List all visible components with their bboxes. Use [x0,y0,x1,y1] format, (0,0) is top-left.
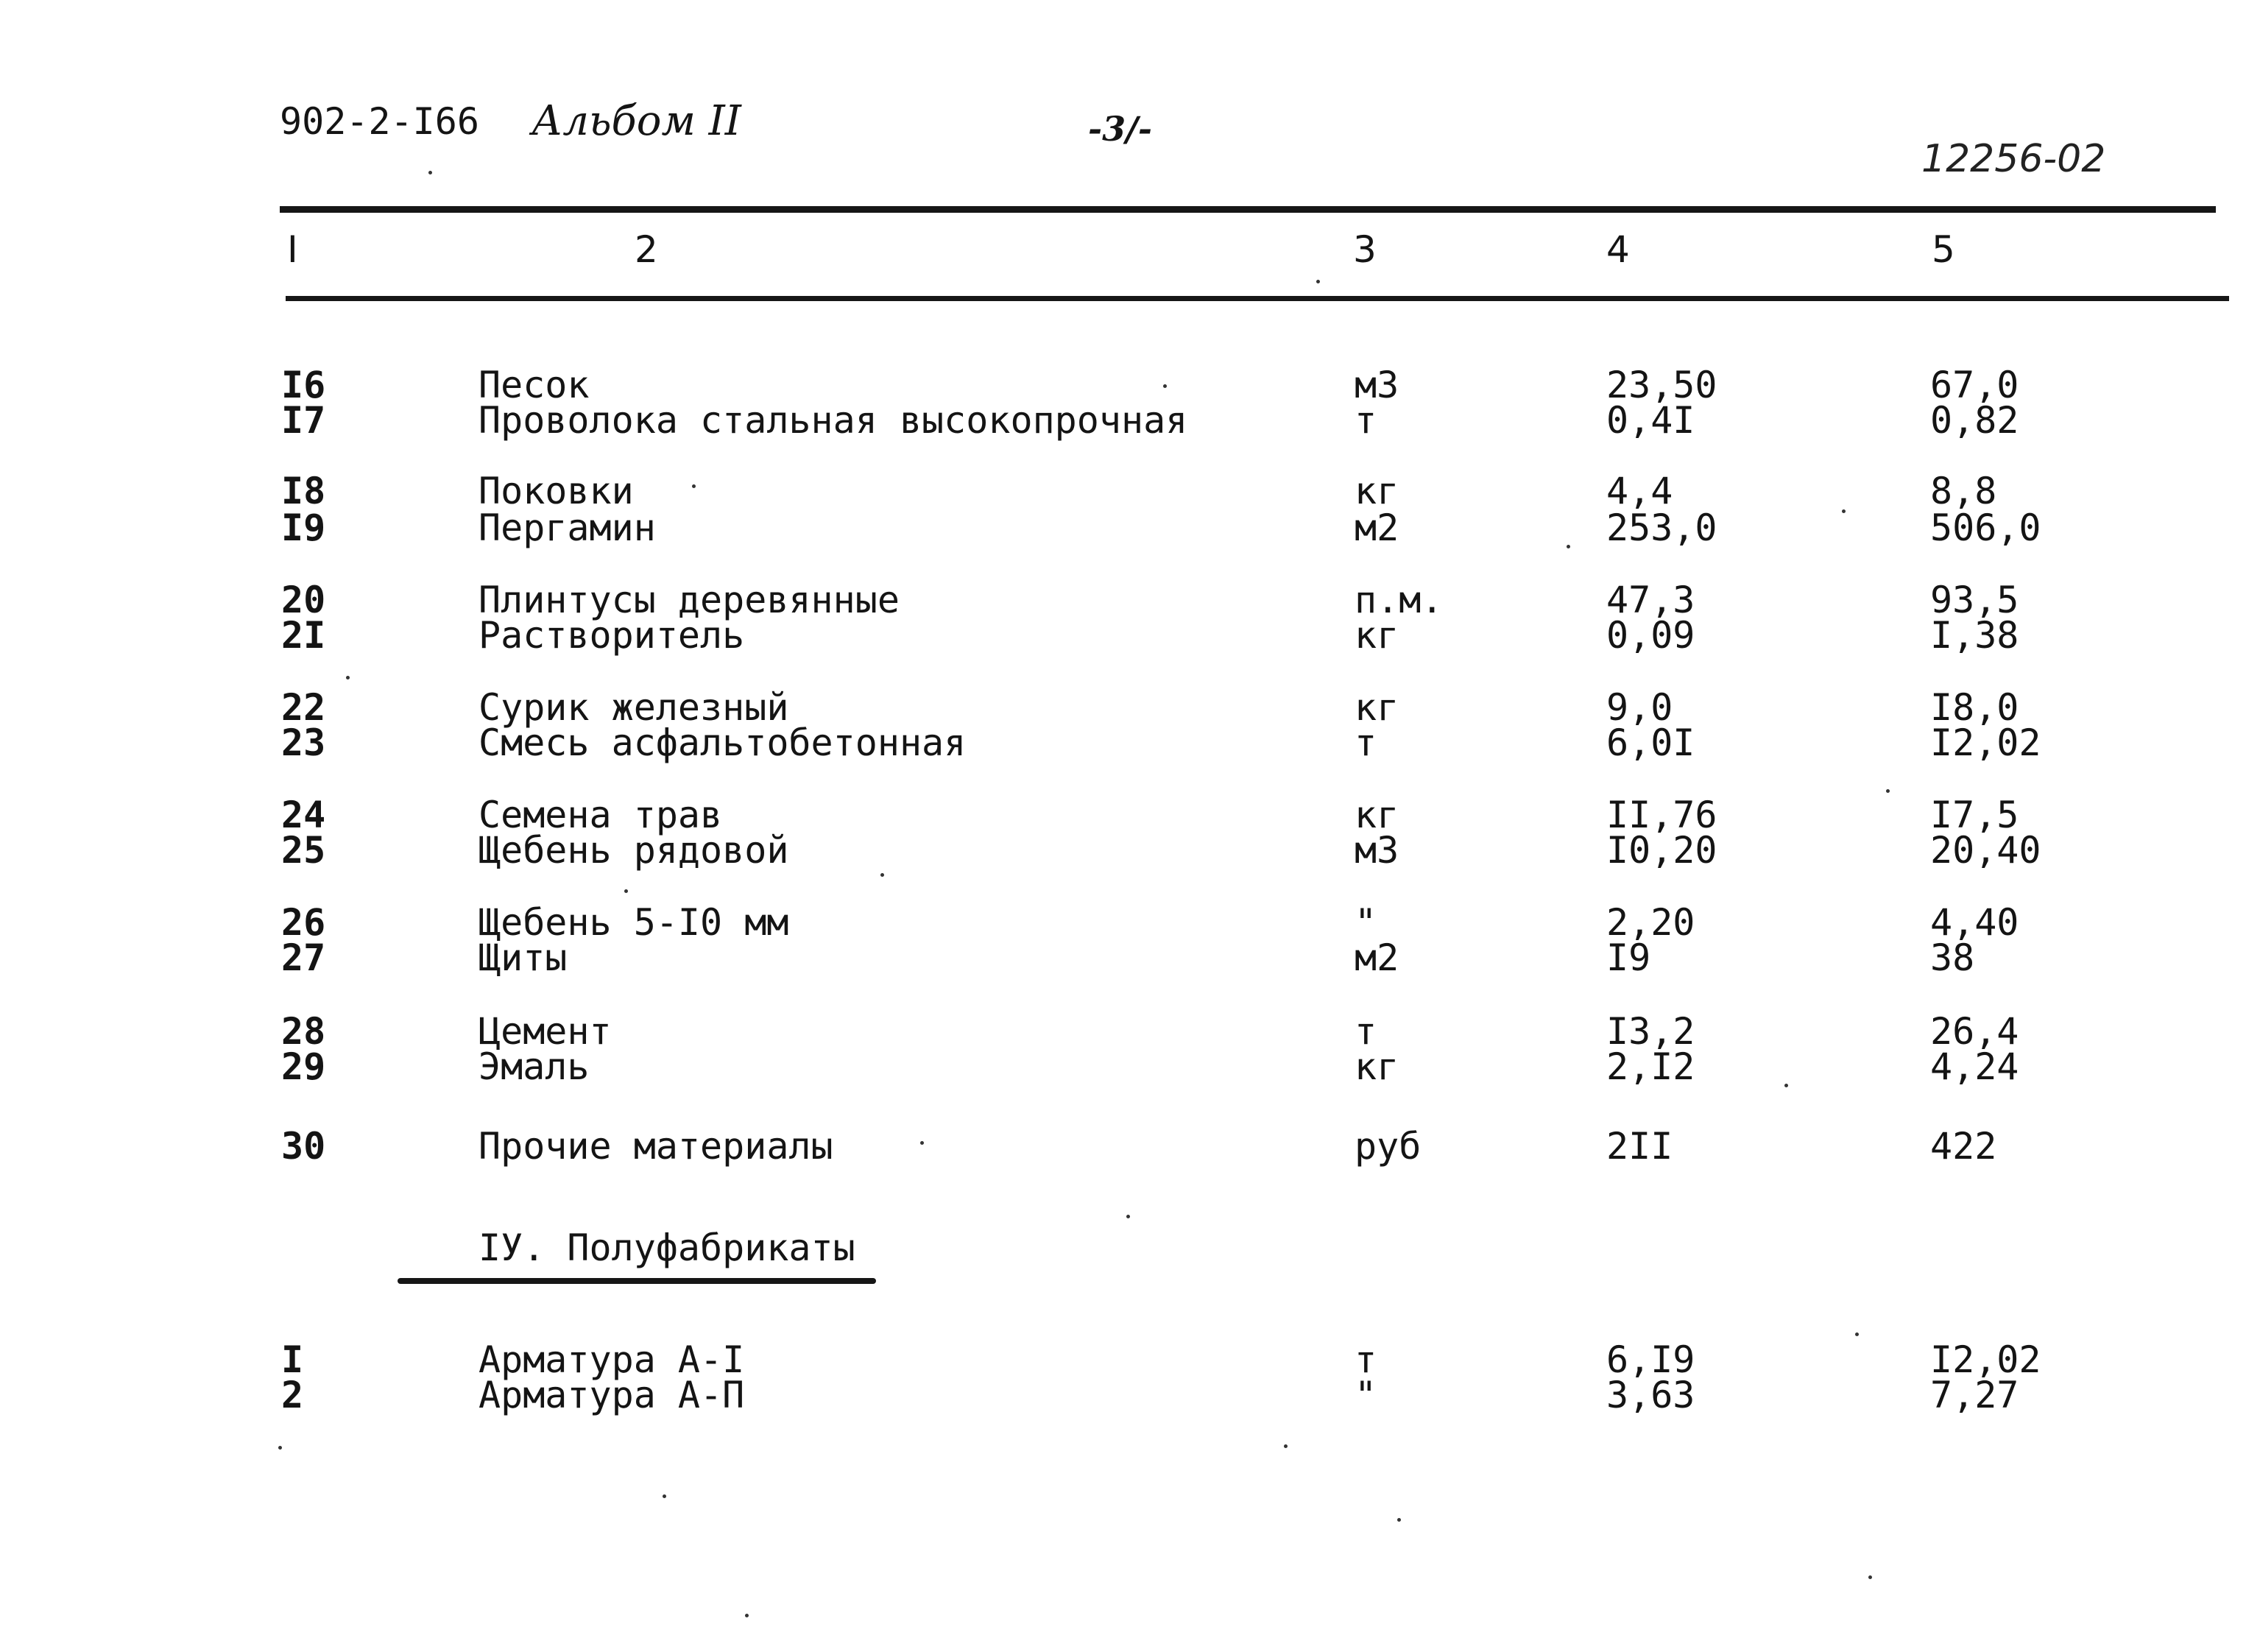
row-number: I7 [281,399,326,442]
row-number: 2I [281,614,326,657]
quantity: 4,4 [1606,470,1673,512]
material-name: Эмаль [479,1045,590,1088]
scan-speck [428,171,432,174]
unit: м3 [1355,364,1399,406]
header-bottom-rule [286,296,2229,301]
quantity: 3,63 [1606,1374,1695,1416]
quantity: 47,3 [1606,579,1695,621]
unit: кг [1355,686,1399,729]
page-number: -3/- [1088,109,1152,149]
unit: кг [1355,1045,1399,1088]
section-title: IУ. Полуфабрикаты [479,1226,855,1269]
unit: кг [1355,794,1399,836]
quantity: 6,I9 [1606,1338,1695,1381]
quantity: I0,20 [1606,829,1717,872]
material-name: Арматура А-П [479,1374,745,1416]
quantity: 2,I2 [1606,1045,1695,1088]
top-rule [280,206,2216,213]
total: 4,40 [1930,901,2019,944]
unit: " [1355,1374,1377,1416]
total: 0,82 [1930,399,2019,442]
material-name: Проволока стальная высокопрочная [479,399,1188,442]
scan-speck [624,889,628,893]
row-number: 22 [281,686,326,729]
scan-speck [1284,1444,1288,1448]
total: 93,5 [1930,579,2019,621]
total: 38 [1930,936,1975,979]
total: I2,02 [1930,721,2041,764]
quantity: I3,2 [1606,1010,1695,1053]
material-name: Сурик железный [479,686,789,729]
material-name: Щебень 5-I0 мм [479,901,789,944]
total: 7,27 [1930,1374,2019,1416]
material-name: Плинтусы деревянные [479,579,900,621]
row-number: I6 [281,364,326,406]
row-number: 28 [281,1010,326,1053]
quantity: 0,4I [1606,399,1695,442]
column-header-4: 4 [1606,228,1630,271]
row-number: 20 [281,579,326,621]
total: I2,02 [1930,1338,2041,1381]
unit: т [1355,1338,1377,1381]
row-number: 25 [281,829,326,872]
row-number: 23 [281,721,326,764]
scan-speck [1842,509,1846,513]
row-number: I9 [281,506,326,549]
unit: м3 [1355,829,1399,872]
unit: т [1355,399,1377,442]
total: 26,4 [1930,1010,2019,1053]
material-name: Семена трав [479,794,723,836]
unit: м2 [1355,936,1399,979]
scan-speck [1163,384,1167,388]
unit: т [1355,1010,1377,1053]
scan-speck [663,1494,666,1498]
scan-speck [880,873,884,877]
unit: кг [1355,614,1399,657]
scan-speck [278,1446,282,1450]
quantity: 0,09 [1606,614,1695,657]
scan-speck [1855,1332,1859,1336]
section-underline [398,1278,876,1284]
quantity: 6,0I [1606,721,1695,764]
scan-speck [1784,1084,1788,1087]
column-header-1: I [287,228,298,271]
total: 422 [1930,1125,1997,1168]
total: 67,0 [1930,364,2019,406]
material-name: Пергамин [479,506,656,549]
total: 506,0 [1930,506,2041,549]
row-number: 2 [281,1374,304,1416]
scan-speck [1868,1575,1872,1579]
column-header-5: 5 [1932,228,1955,271]
unit: п.м. [1355,579,1444,621]
inventory-number: 12256-02 [1921,137,2106,181]
material-name: Смесь асфальтобетонная [479,721,967,764]
scan-speck [1126,1215,1130,1218]
total: I,38 [1930,614,2019,657]
quantity: 2,20 [1606,901,1695,944]
quantity: 23,50 [1606,364,1717,406]
album-label: Альбом II [532,97,741,145]
total: 20,40 [1930,829,2041,872]
unit: руб [1355,1125,1422,1168]
total: 8,8 [1930,470,1997,512]
total: 4,24 [1930,1045,2019,1088]
material-name: Поковки [479,470,634,512]
unit: " [1355,901,1377,944]
material-name: Арматура А-I [479,1338,745,1381]
scan-speck [346,676,350,679]
material-name: Песок [479,364,590,406]
column-header-2: 2 [635,228,658,271]
row-number: I [281,1338,304,1381]
row-number: 27 [281,936,326,979]
document-code: 902-2-I66 [280,100,479,143]
material-name: Щебень рядовой [479,829,789,872]
quantity: 2II [1606,1125,1673,1168]
unit: кг [1355,470,1399,512]
column-header-3: 3 [1353,228,1377,271]
scan-speck [920,1141,924,1145]
quantity: 9,0 [1606,686,1673,729]
material-name: Цемент [479,1010,612,1053]
material-name: Щиты [479,936,568,979]
scan-speck [1316,280,1320,283]
row-number: I8 [281,470,326,512]
scan-speck [1567,545,1570,548]
material-name: Прочие материалы [479,1125,833,1168]
scan-speck [1886,789,1890,793]
quantity: 253,0 [1606,506,1717,549]
material-name: Растворитель [479,614,745,657]
scan-speck [1397,1518,1401,1522]
row-number: 30 [281,1125,326,1168]
total: I7,5 [1930,794,2019,836]
total: I8,0 [1930,686,2019,729]
row-number: 29 [281,1045,326,1088]
row-number: 26 [281,901,326,944]
unit: м2 [1355,506,1399,549]
quantity: I9 [1606,936,1651,979]
unit: т [1355,721,1377,764]
scan-speck [692,484,696,488]
row-number: 24 [281,794,326,836]
scan-speck [745,1614,749,1617]
quantity: II,76 [1606,794,1717,836]
